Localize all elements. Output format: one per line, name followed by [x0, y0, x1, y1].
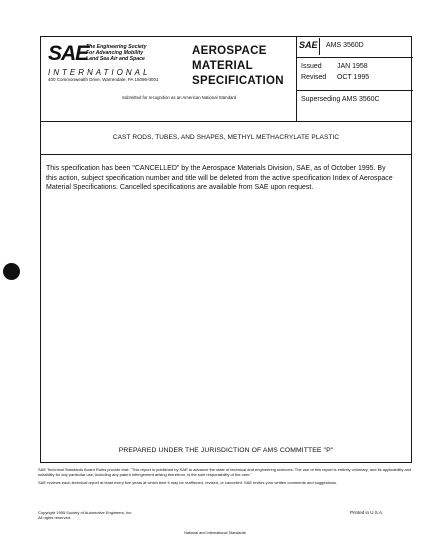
issued-date: JAN 1958: [336, 63, 368, 70]
revised-row: [301, 74, 369, 81]
society-tagline: The Engineering Society For Advancing Mobility Land Sea Air and Space: [86, 44, 147, 62]
revised-date: OCT 1995: [336, 74, 370, 81]
sae-logo-mark: SAE: [48, 42, 89, 65]
cancellation-notice: This specification has been "CANCELLED" by the Aerospace Materials Division, SAE, as of October 1995. By this action, subject specification number and title will be deleted from the active specification Index of Aerospace Material Specifications. Cancelled specifications are available from SAE upon request.: [46, 165, 393, 192]
copyright-notice: Copyright 1995 Society of Automotive Engineers, Inc. All rights reserved.: [38, 510, 133, 520]
spec-number: AMS 3560D: [319, 38, 364, 55]
document-header: [40, 36, 412, 121]
superseding-note: Superseding AMS 3560C: [297, 90, 413, 108]
document-type-title: AEROSPACE MATERIAL SPECIFICATION: [192, 45, 284, 87]
spec-title: CAST RODS, TUBES, AND SHAPES, METHYL METHACRYLATE PLASTIC: [40, 121, 412, 155]
standards-note: National and International Standards: [184, 531, 246, 535]
spec-info-box: [296, 36, 412, 121]
footer-review-note: SAE reviews each technical report at least every five years at which time it may be reaffirmed, revised, or cancelled. SAE invites your written comments and suggestions.: [38, 480, 338, 486]
issued-label: Issued: [301, 63, 322, 70]
issued-row: [301, 63, 368, 70]
printed-location: Printed in U.S.A.: [350, 510, 384, 515]
ansi-submission-note: Submitted for recognition as an American National Standard: [122, 95, 237, 100]
footer-disclaimer: SAE Technical Standards Board Rules provide that: "This report is published by SAE to advance the state of technical and engineering sciences. The use of this report is entirely voluntary, and its applicability and suitability for any particular use, including any patent infringement arising therefrom, is the sole responsibility of the user.": [38, 467, 412, 478]
international-label: INTERNATIONAL: [48, 68, 151, 77]
sae-small-logo: SAE: [299, 40, 318, 50]
sae-logo: [44, 40, 184, 92]
revised-label: Revised: [301, 74, 327, 81]
sae-address: 400 Commonwealth Drive, Warrendale, PA 15096-0001: [48, 77, 159, 82]
committee-jurisdiction: PREPARED UNDER THE JURISDICTION OF AMS COMMITTEE "P": [118, 447, 334, 454]
punch-hole-mark: [3, 263, 20, 280]
legal-footer: [38, 467, 414, 489]
